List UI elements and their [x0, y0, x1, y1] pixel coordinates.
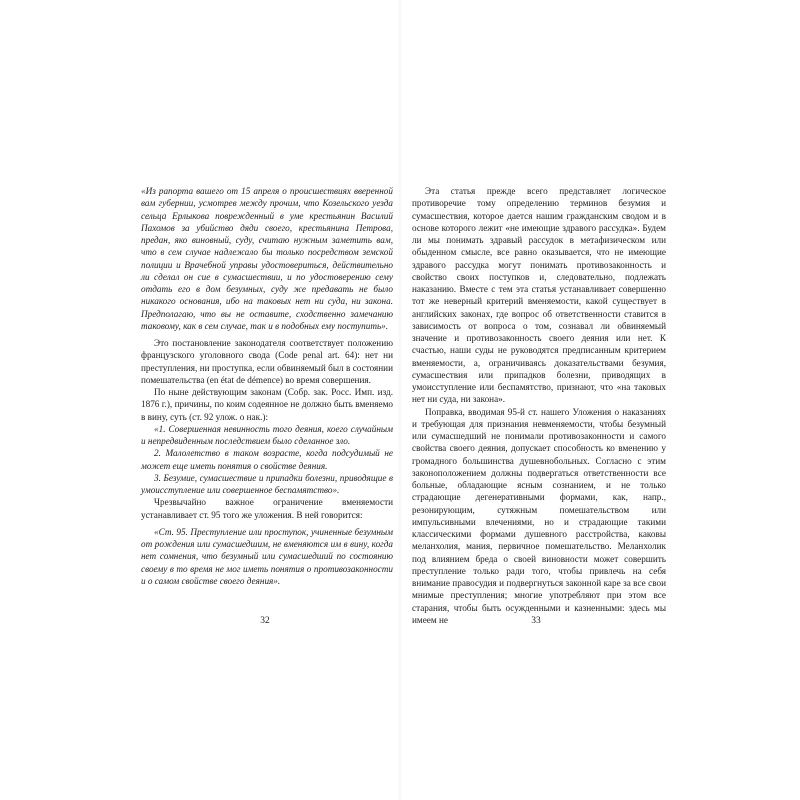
- paragraph-current-laws: По ныне действующим законам (Собр. зак. Росс. Имп. изд. 1876 г.), причины, по коим содеянное не должно быть вменяемо в вину, суть (ст. 92 улож. о нак.):: [141, 387, 393, 422]
- right-page: [412, 185, 666, 626]
- paragraph-code-penal: Это постановление законодателя соответствует положению французского уголовного свода (Code penal art. 64): нет ни преступления, ни проступка, если обвиняемый был в состоянии помешательства (en état de démence) во время совершения.: [141, 338, 393, 385]
- page-number-left: 32: [260, 616, 270, 626]
- quote-article-95: «Ст. 95. Преступление или проступок, учиненные безумным от рождения или сумасшедшим, не вменяются им в вину, когда нет сомнения, что безумный или сумасшедший по состоянию своему в то время не мог иметь понятия о противозаконности и о самом свойстве своего деяния».: [141, 526, 393, 586]
- left-page: [141, 185, 393, 587]
- page-number-right: 33: [531, 616, 541, 626]
- book-gutter: [398, 0, 402, 800]
- quote-article-92-item-3: 3. Безумие, сумасшествие и припадки болезни, приводящие в умоисступление или совершенное беспамятство».: [141, 472, 393, 495]
- quote-article-92-item-1: «1. Совершенная невинность того деяния, коего случайным и непредвиденным последствием было сделанное зло.: [141, 423, 393, 446]
- paragraph-amendment-95: Поправка, вводимая 95-й ст. нашего Уложения о наказаниях и требующая для признания невменяемости, чтобы безумный или сумасшедший не понимали противозаконности и самого свойства своего деяния, допускает способность ко вменению у громадного большинства душевнобольных. Согласно с этим законоположением должны подвергаться ответственности все больные, обладающие ясным сознанием, и не только страдающие дегенеративными формами, как, напр., резонирующим, сутяжным помешательством или импульсивными влечениями, но и страдающие такими классическими формами душевного расстройства, каковы меланхолия, мания, первичное помешательство. Меланхолик под влиянием бреда о своей виновности может совершить преступление только ради того, чтобы привлечь на себя внимание правосудия и подвергнуться законной каре за все свои мнимые преступления; многие употребляют при этом все старания, чтобы быть осужденными и казненными: здесь мы имеем не: [412, 406, 666, 625]
- quote-article-92-item-2: 2. Малолетство в таком возрасте, когда подсудимый не может еще иметь понятия о свойстве деяния.: [141, 448, 393, 471]
- paragraph-article-95-intro: Чрезвычайно важное ограничение вменяемости устанавливает ст. 95 того же уложения. В ней говорится:: [141, 497, 393, 520]
- quote-rescript: «Из рапорта вашего от 15 апреля о происшествиях вверенной вам губернии, усмотрев между прочим, что Козельского уезда сельца Ерлыкова поврежденный в уме крестьянин Василий Пахомов за убийство дяди своего, крестьянина Петрова, предан, яко виновный, суду, считаю нужным заметить вам, что в сем случае надлежало бы только посредством земской полиции и Врачебной управы удостовериться, действительно ли сделал он сие в сумасшествии, и по удостоверению сему отдать его в дом безумных, суду же предавать не было никакого основания, ибо на таковых нет ни суда, ни закона. Предполагаю, что вы не оставите, сходственно замечанию таковому, как в сем случае, так и в подобных ему поступить».: [141, 186, 393, 331]
- paragraph-logical-contradiction: Эта статья прежде всего представляет логическое противоречие тому определению терминов безумия и сумасшествия, которое дается нашим гражданским сводом и в основе которого лежит «не имеющие здравого рассудка». Будем ли мы понимать здравый рассудок в метафизическом или обыденном смысле, все равно оказывается, что не имеющие здравого рассудка могут понимать противозаконность и свойство своих поступков и, следовательно, подлежать наказанию. Вместе с тем эта статья устанавливает совершенно тот же неверный критерий вменяемости, какой существует в английских законах, где вопрос об ответственности ставится в зависимость от вопроса о том, сознавал ли обвиняемый значение и противозаконность своего деяния или нет. К счастью, наши суды не руководятся предписанным критерием вменяемости, а, ограничиваясь доказательствами безумия, сумасшествия или припадков болезни, приводящих в умоисступление или беспамятство, признают, что «на таковых нет ни суда, ни закона».: [412, 186, 666, 405]
